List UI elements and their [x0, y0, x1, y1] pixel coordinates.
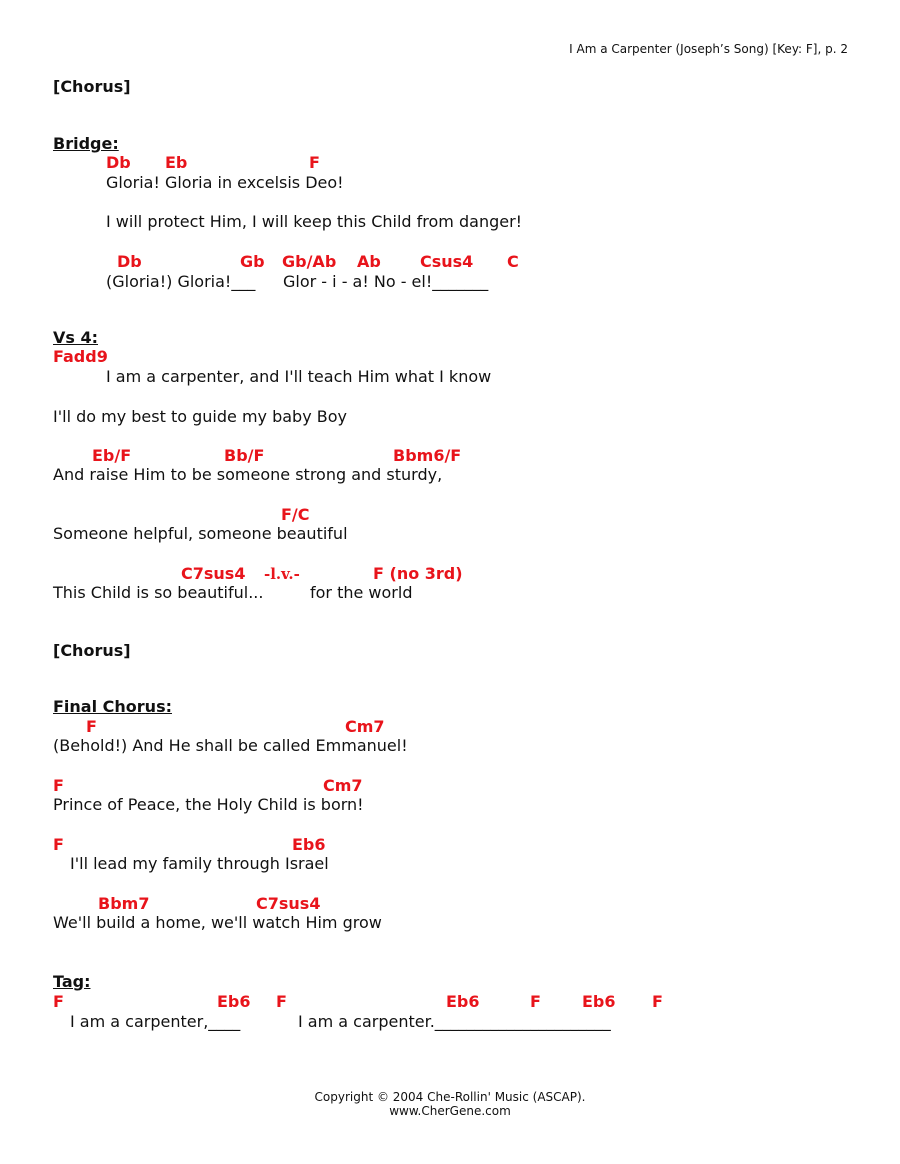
section-heading-final-chorus: Final Chorus:: [53, 697, 172, 716]
lyric-line: for the world: [310, 583, 413, 602]
chord: C: [507, 252, 519, 271]
lyric-line: I'll do my best to guide my baby Boy: [53, 407, 347, 426]
chord: F: [53, 776, 64, 795]
chord: F: [53, 992, 64, 1011]
website-text: www.CherGene.com: [389, 1104, 511, 1118]
chord: Gb/Ab: [282, 252, 337, 271]
chord: Gb: [240, 252, 265, 271]
lyric-line: Gloria! Gloria in excelsis Deo!: [106, 173, 344, 192]
chord: Cm7: [345, 717, 385, 736]
chord: C7sus4: [181, 564, 246, 583]
section-heading-bridge: Bridge:: [53, 134, 119, 153]
section-heading-verse-4: Vs 4:: [53, 328, 99, 347]
chord: Ab: [357, 252, 381, 271]
lyric-line: Someone helpful, someone beautiful: [53, 524, 348, 543]
lyric-line: We'll build a home, we'll watch Him grow: [53, 913, 382, 932]
page-header-title: I Am a Carpenter (Joseph’s Song) [Key: F], p. 2: [569, 42, 848, 56]
chord: Eb6: [446, 992, 480, 1011]
chord: Bb/F: [224, 446, 265, 465]
lyric-line: I am a carpenter.______________________: [298, 1012, 611, 1031]
chord: Fadd9: [53, 347, 108, 366]
chord: Db: [106, 153, 131, 172]
chord-let-vibrate-marking: -l.v.-: [264, 565, 300, 583]
copyright-notice: Copyright © 2004 Che-Rollin' Music (ASCAP).: [314, 1090, 586, 1104]
chord: Eb6: [582, 992, 616, 1011]
chord: Eb/F: [92, 446, 132, 465]
lyric-line: I am a carpenter, and I'll teach Him what I know: [106, 367, 492, 386]
lyric-line: (Behold!) And He shall be called Emmanuel!: [53, 736, 408, 755]
chord: Eb6: [217, 992, 251, 1011]
lyric-line: Prince of Peace, the Holy Child is born!: [53, 795, 364, 814]
chord: Db: [117, 252, 142, 271]
chord: Cm7: [323, 776, 363, 795]
lyric-line: Glor - i - a! No - el!_______: [283, 272, 489, 291]
chord: Bbm7: [98, 894, 150, 913]
chord: C7sus4: [256, 894, 321, 913]
chord: F: [53, 835, 64, 854]
chord: F: [276, 992, 287, 1011]
chord: F: [652, 992, 663, 1011]
lyric-line: I will protect Him, I will keep this Child from danger!: [106, 212, 523, 231]
chorus-marker: [Chorus]: [53, 641, 131, 660]
chord: F: [530, 992, 541, 1011]
chord: Csus4: [420, 252, 474, 271]
chord: Eb: [165, 153, 188, 172]
chord: F (no 3rd): [373, 564, 463, 583]
lyric-line: I'll lead my family through Israel: [70, 854, 329, 873]
chord: Bbm6/F: [393, 446, 462, 465]
chord: Eb6: [292, 835, 326, 854]
section-heading-tag: Tag:: [53, 972, 91, 991]
chord: F: [86, 717, 97, 736]
lyric-line: And raise Him to be someone strong and sturdy,: [53, 465, 443, 484]
chord: F/C: [281, 505, 310, 524]
chord: F: [309, 153, 320, 172]
chorus-marker: [Chorus]: [53, 77, 131, 96]
lyric-line: This Child is so beautiful...: [53, 583, 264, 602]
lyric-line: I am a carpenter,____: [70, 1012, 241, 1031]
lyric-line: (Gloria!) Gloria!___: [106, 272, 256, 291]
